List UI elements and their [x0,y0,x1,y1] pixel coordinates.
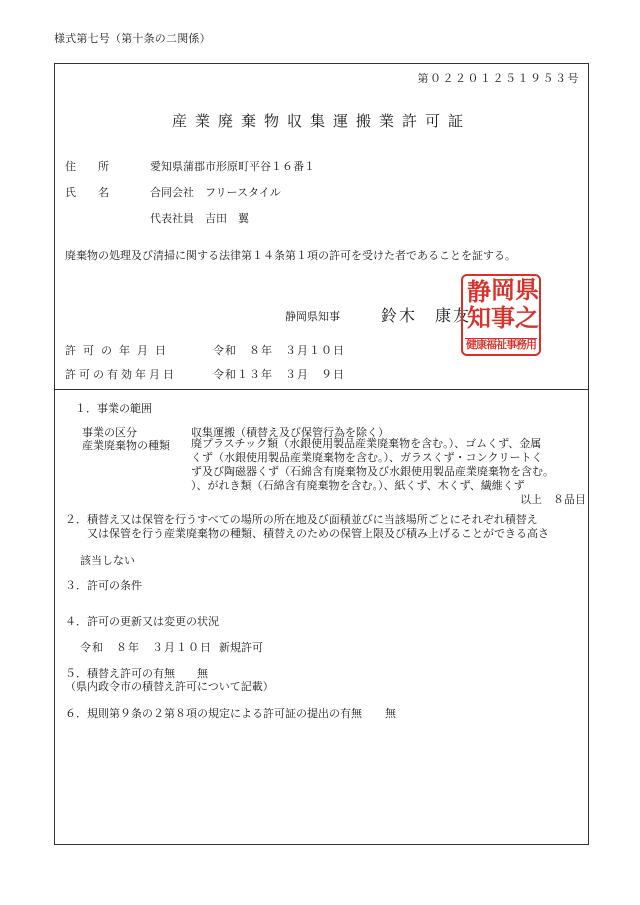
company-name: 合同会社 フリースタイル [150,186,281,199]
certificate-title: 産業廃棄物収集運搬業許可証 [171,112,471,130]
certificate-frame [54,63,589,845]
permit-date: 令和 ８年 ３月１０日 [213,344,345,357]
section-5-note: （県内政令市の積替え許可について記載） [65,680,274,693]
waste-total: 以上 ８品目 [520,493,586,506]
form-label: 様式第七号（第十条の二関係） [54,32,211,45]
waste-line: ず及び陶磁器くず（石綿含有廃棄物及び水銀使用製品産業廃棄物を含む。 [191,465,554,478]
waste-line: くず（水銀使用製品産業廃棄物を含む。）、ガラスくず・コンクリートく [191,451,543,464]
section-5-value: 無 [197,667,208,680]
permit-date-label: 許可の年月日 [65,344,173,357]
section-2-heading: ２．積替え又は保管を行うすべての場所の所在地及び面積並びに当該場所ごとにそれぞれ積替え 又は保管を行う産業廃棄物の種類、積替えのための保管上限及び積み上げることができる高さ [65,513,549,540]
section-6-heading: ６．規則第９条の２第８項の規定による許可証の提出の有無 [65,707,362,720]
section-3-heading: ３．許可の条件 [65,579,142,592]
waste-types-list [191,437,586,507]
section-divider [55,389,588,390]
address-label: 住所 [65,160,131,173]
official-seal-stamp: 静 岡 県 知 事 之 健康福祉事務用 [461,274,541,356]
certification-text: 廃棄物の処理及び清掃に関する法律第１４条第１項の許可を受けた者であることを証する。 [65,249,516,262]
expiry-date-label: 許可の有効年月日 [65,368,177,381]
section-4-date: 令和 ８年 ３月１０日 [80,641,212,654]
section-6-value: 無 [385,707,396,720]
waste-line: ）、がれき類（石綿含有廃棄物を含む。）、紙くず、木くず、繊維くず [191,479,525,492]
section-1-heading: １．事業の範囲 [75,402,152,415]
section-2-value: 該当しない [80,554,135,567]
waste-types-label: 産業廃棄物の種類 [82,439,170,452]
waste-line: 廃プラスチック類（水銀使用製品産業廃棄物を含む。）、ゴムくず、金属 [191,437,542,450]
address-value: 愛知県蒲郡市形原町平谷１６番１ [150,160,315,173]
section-5-heading: ５．積替え許可の有無 [65,667,175,680]
business-type-label: 事業の区分 [82,426,137,439]
issuer-title: 静岡県知事 [285,310,340,323]
issuer-name: 鈴木 康友 [381,306,472,325]
business-type-value: 収集運搬（積替え及び保管行為を除く） [191,426,389,439]
section-4-heading: ４．許可の更新又は変更の状況 [65,615,219,628]
name-label: 氏名 [65,186,131,199]
expiry-date: 令和１３年 ３月 ９日 [213,368,345,381]
section-4-status: 新規許可 [219,641,263,654]
representative: 代表社員 吉田 翼 [150,212,249,225]
permit-number: 第０２２０１２５１９５３号 [417,72,580,85]
